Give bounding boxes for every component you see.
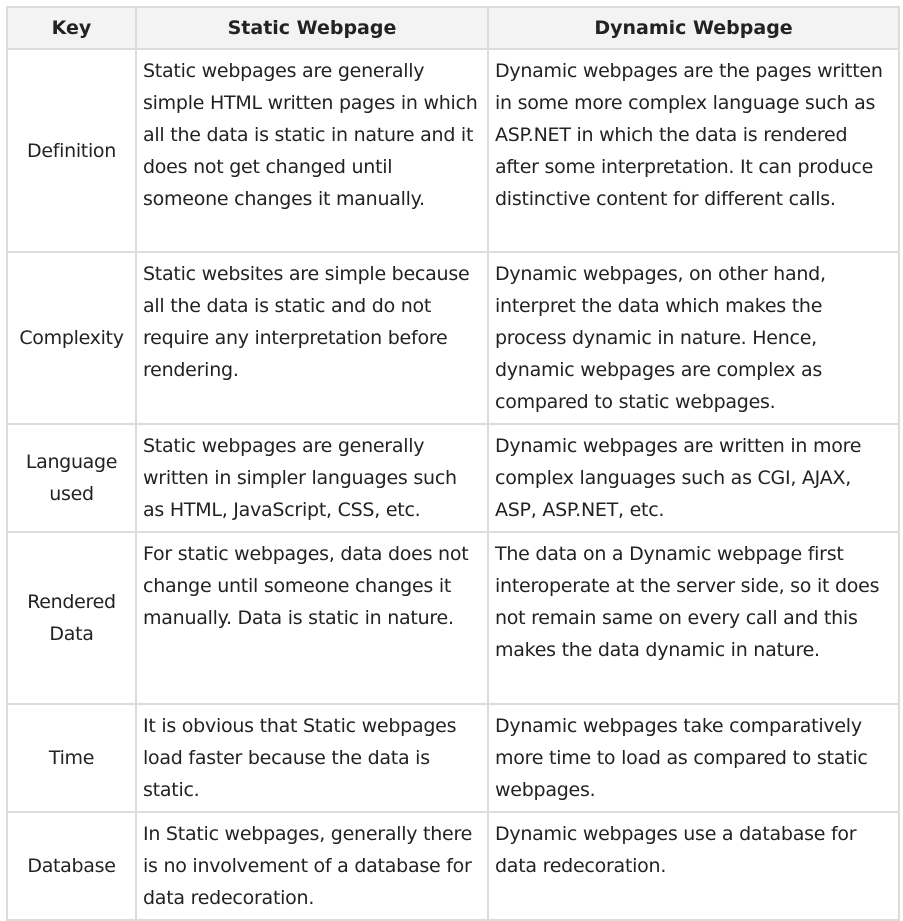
table-row	[7, 252, 899, 424]
table-body	[7, 49, 899, 920]
dynamic-cell: Dynamic webpages are the pages written in some more complex language such as ASP.NET in which the data is rendered after some interpretation. It can produce distinctive content for different calls.	[488, 49, 899, 252]
static-cell: Static webpages are generally simple HTML written pages in which all the data is static in nature and it does not get changed until someone changes it manually.	[136, 49, 488, 252]
header-dynamic-webpage: Dynamic Webpage	[488, 7, 899, 49]
table-row	[7, 49, 899, 252]
row-key-cell: Database	[7, 812, 136, 920]
table-row	[7, 812, 899, 920]
static-cell: It is obvious that Static webpages load faster because the data is static.	[136, 704, 488, 812]
row-key-cell: Complexity	[7, 252, 136, 424]
static-cell: Static websites are simple because all the data is static and do not require any interpretation before rendering.	[136, 252, 488, 424]
table-header	[7, 7, 899, 49]
dynamic-cell: Dynamic webpages use a database for data redecoration.	[488, 812, 899, 920]
dynamic-cell: Dynamic webpages take comparatively more time to load as compared to static webpages.	[488, 704, 899, 812]
header-row	[7, 7, 899, 49]
table-row	[7, 704, 899, 812]
row-key-cell: Rendered Data	[7, 532, 136, 704]
static-cell: For static webpages, data does not change until someone changes it manually. Data is static in nature.	[136, 532, 488, 704]
header-key: Key	[7, 7, 136, 49]
row-key-cell: Time	[7, 704, 136, 812]
dynamic-cell: The data on a Dynamic webpage first interoperate at the server side, so it does not remain same on every call and this makes the data dynamic in nature.	[488, 532, 899, 704]
dynamic-cell: Dynamic webpages are written in more complex languages such as CGI, AJAX, ASP, ASP.NET, etc.	[488, 424, 899, 532]
table-row	[7, 532, 899, 704]
table-row	[7, 424, 899, 532]
comparison-table	[6, 6, 900, 921]
static-cell: Static webpages are generally written in simpler languages such as HTML, JavaScript, CSS, etc.	[136, 424, 488, 532]
row-key-cell: Language used	[7, 424, 136, 532]
row-key-cell: Definition	[7, 49, 136, 252]
static-cell: In Static webpages, generally there is no involvement of a database for data redecoration.	[136, 812, 488, 920]
dynamic-cell: Dynamic webpages, on other hand, interpret the data which makes the process dynamic in nature. Hence, dynamic webpages are complex as compared to static webpages.	[488, 252, 899, 424]
header-static-webpage: Static Webpage	[136, 7, 488, 49]
